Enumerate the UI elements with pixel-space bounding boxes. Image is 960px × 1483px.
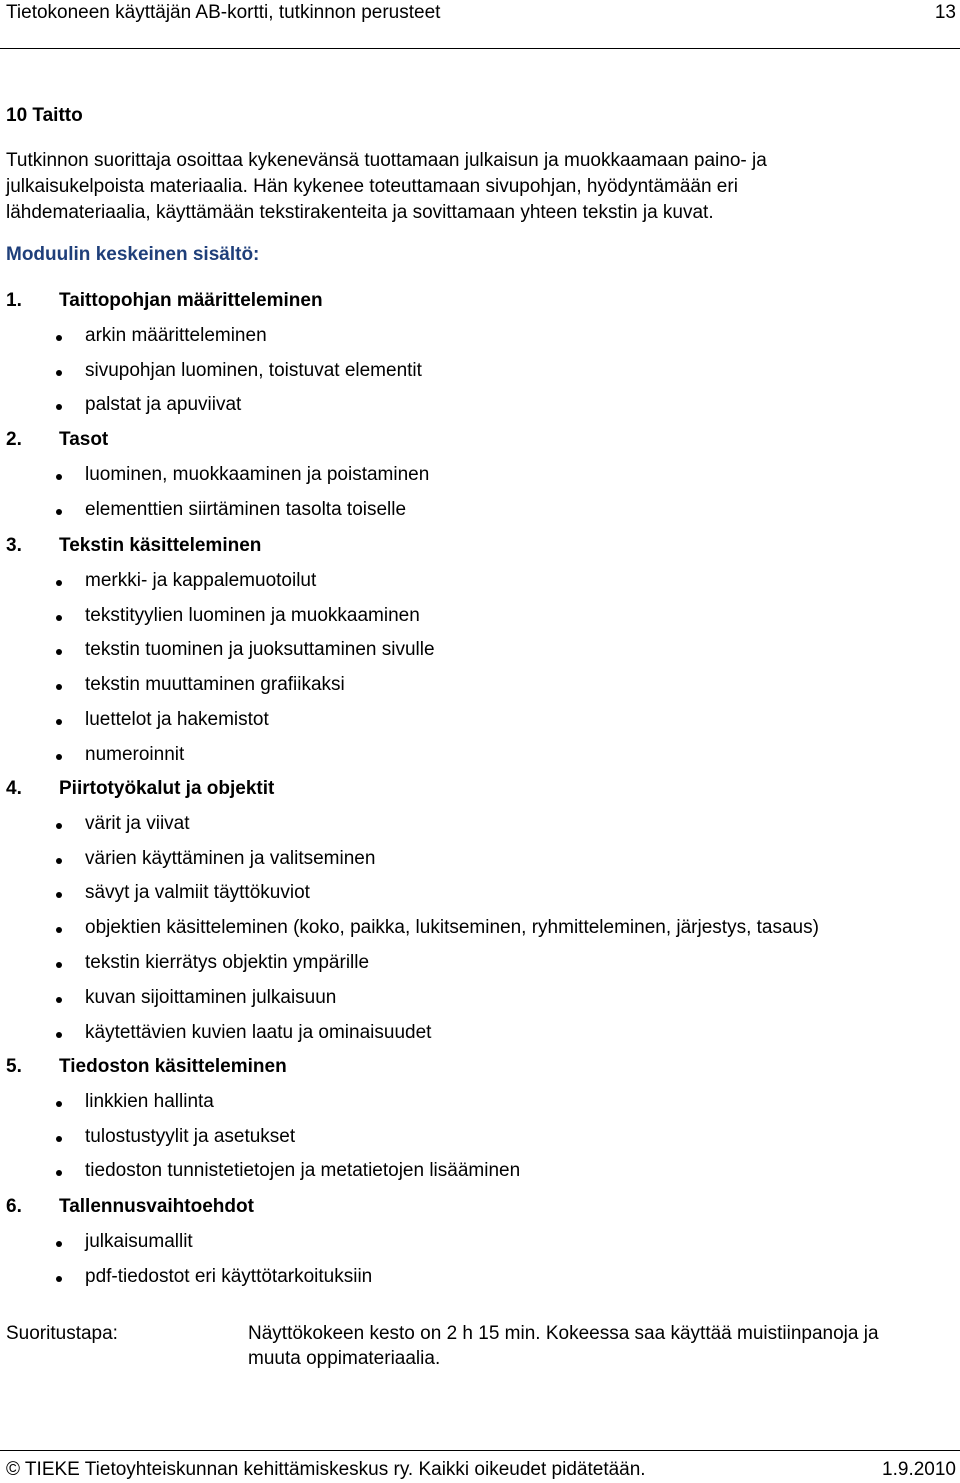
module-item: julkaisumallit [85,1230,193,1252]
module-item: elementtien siirtäminen tasolta toiselle [85,498,407,520]
section-intro [6,148,946,226]
bullet-icon [56,997,62,1003]
module-title: Tiedoston käsitteleminen [59,1056,287,1077]
module-title: Tasot [59,429,109,450]
module-item: linkkien hallinta [85,1090,214,1112]
module-number: 1. [6,290,22,311]
module-item: merkki- ja kappalemuotoilut [85,569,317,591]
module-item: tekstin muuttaminen grafiikaksi [85,674,345,696]
bullet-icon [56,404,62,410]
module-number: 6. [6,1196,22,1217]
module-item: värit ja viivat [85,812,190,834]
intro-line: Tutkinnon suorittaja osoittaa kykenevänsä tuottamaan julkaisun ja muokkaamaan paino- ja [6,150,767,171]
bullet-icon [56,615,62,621]
bullet-icon [56,509,62,515]
module-item: arkin määritteleminen [85,324,267,346]
module-number: 2. [6,429,22,450]
module-item: luominen, muokkaaminen ja poistaminen [85,463,430,485]
bullet-icon [56,927,62,933]
bullet-icon [56,684,62,690]
footer-divider [0,1450,960,1451]
module-title: Piirtotyökalut ja objektit [59,778,275,799]
bullet-icon [56,1032,62,1038]
bullet-icon [56,754,62,760]
module-item: värien käyttäminen ja valitseminen [85,847,376,869]
bullet-icon [56,335,62,341]
module-title: Tekstin käsitteleminen [59,535,262,556]
module-title: Tallennusvaihtoehdot [59,1196,254,1217]
bullet-icon [56,858,62,864]
module-number: 3. [6,535,22,556]
document-title: Tietokoneen käyttäjän AB-kortti, tutkinnon perusteet [6,2,441,23]
intro-line: lähdemateriaalia, käyttämään tekstirakenteita ja sovittamaan yhteen tekstin ja kuvat. [6,202,714,223]
module-number: 4. [6,778,22,799]
bullet-icon [56,580,62,586]
module-item: kuvan sijoittaminen julkaisuun [85,986,337,1008]
module-item: tekstin kierrätys objektin ympärille [85,952,370,973]
module-item: tulostustyylit ja asetukset [85,1125,296,1147]
module-item: sivupohjan luominen, toistuvat elementit [85,359,422,381]
module-item: tekstityylien luominen ja muokkaaminen [85,604,420,626]
module-item: palstat ja apuviivat [85,394,242,416]
bullet-icon [56,649,62,655]
module-title: Taittopohjan määritteleminen [59,290,323,311]
bullet-icon [56,962,62,968]
bullet-icon [56,1136,62,1142]
module-item: pdf-tiedostot eri käyttötarkoituksiin [85,1265,373,1287]
module-item: tiedoston tunnistetietojen ja metatietojen lisääminen [85,1160,521,1182]
section-title: 10 Taitto [6,105,83,126]
module-item: käytettävien kuvien laatu ja ominaisuudet [85,1021,432,1043]
module-item: luettelot ja hakemistot [85,709,269,730]
performance-text-line: Näyttökokeen kesto on 2 h 15 min. Kokeessa saa käyttää muistiinpanoja ja [248,1323,879,1344]
intro-line: julkaisukelpoista materiaalia. Hän kykenee toteuttamaan sivupohjan, hyödyntämään eri [6,176,738,197]
bullet-icon [56,1101,62,1107]
bullet-icon [56,1241,62,1247]
performance-text-line: muuta oppimateriaalia. [248,1348,441,1369]
performance-label: Suoritustapa: [6,1323,118,1344]
page-number: 13 [934,2,956,23]
bullet-icon [56,474,62,480]
content-heading: Moduulin keskeinen sisältö: [6,244,260,265]
bullet-icon [56,370,62,376]
bullet-icon [56,1170,62,1176]
module-item: objektien käsitteleminen (koko, paikka, lukitseminen, ryhmitteleminen, järjestys, tasaus) [85,917,819,939]
footer-date: 1.9.2010 [882,1459,956,1480]
module-number: 5. [6,1056,22,1077]
header-divider [0,48,960,49]
bullet-icon [56,892,62,898]
footer-copyright: © TIEKE Tietoyhteiskunnan kehittämiskeskus ry. Kaikki oikeudet pidätetään. [6,1459,646,1480]
bullet-icon [56,1276,62,1282]
bullet-icon [56,823,62,829]
module-item: tekstin tuominen ja juoksuttaminen sivulle [85,639,435,661]
module-item: sävyt ja valmiit täyttökuviot [85,882,310,904]
bullet-icon [56,719,62,725]
module-item: numeroinnit [85,743,185,765]
